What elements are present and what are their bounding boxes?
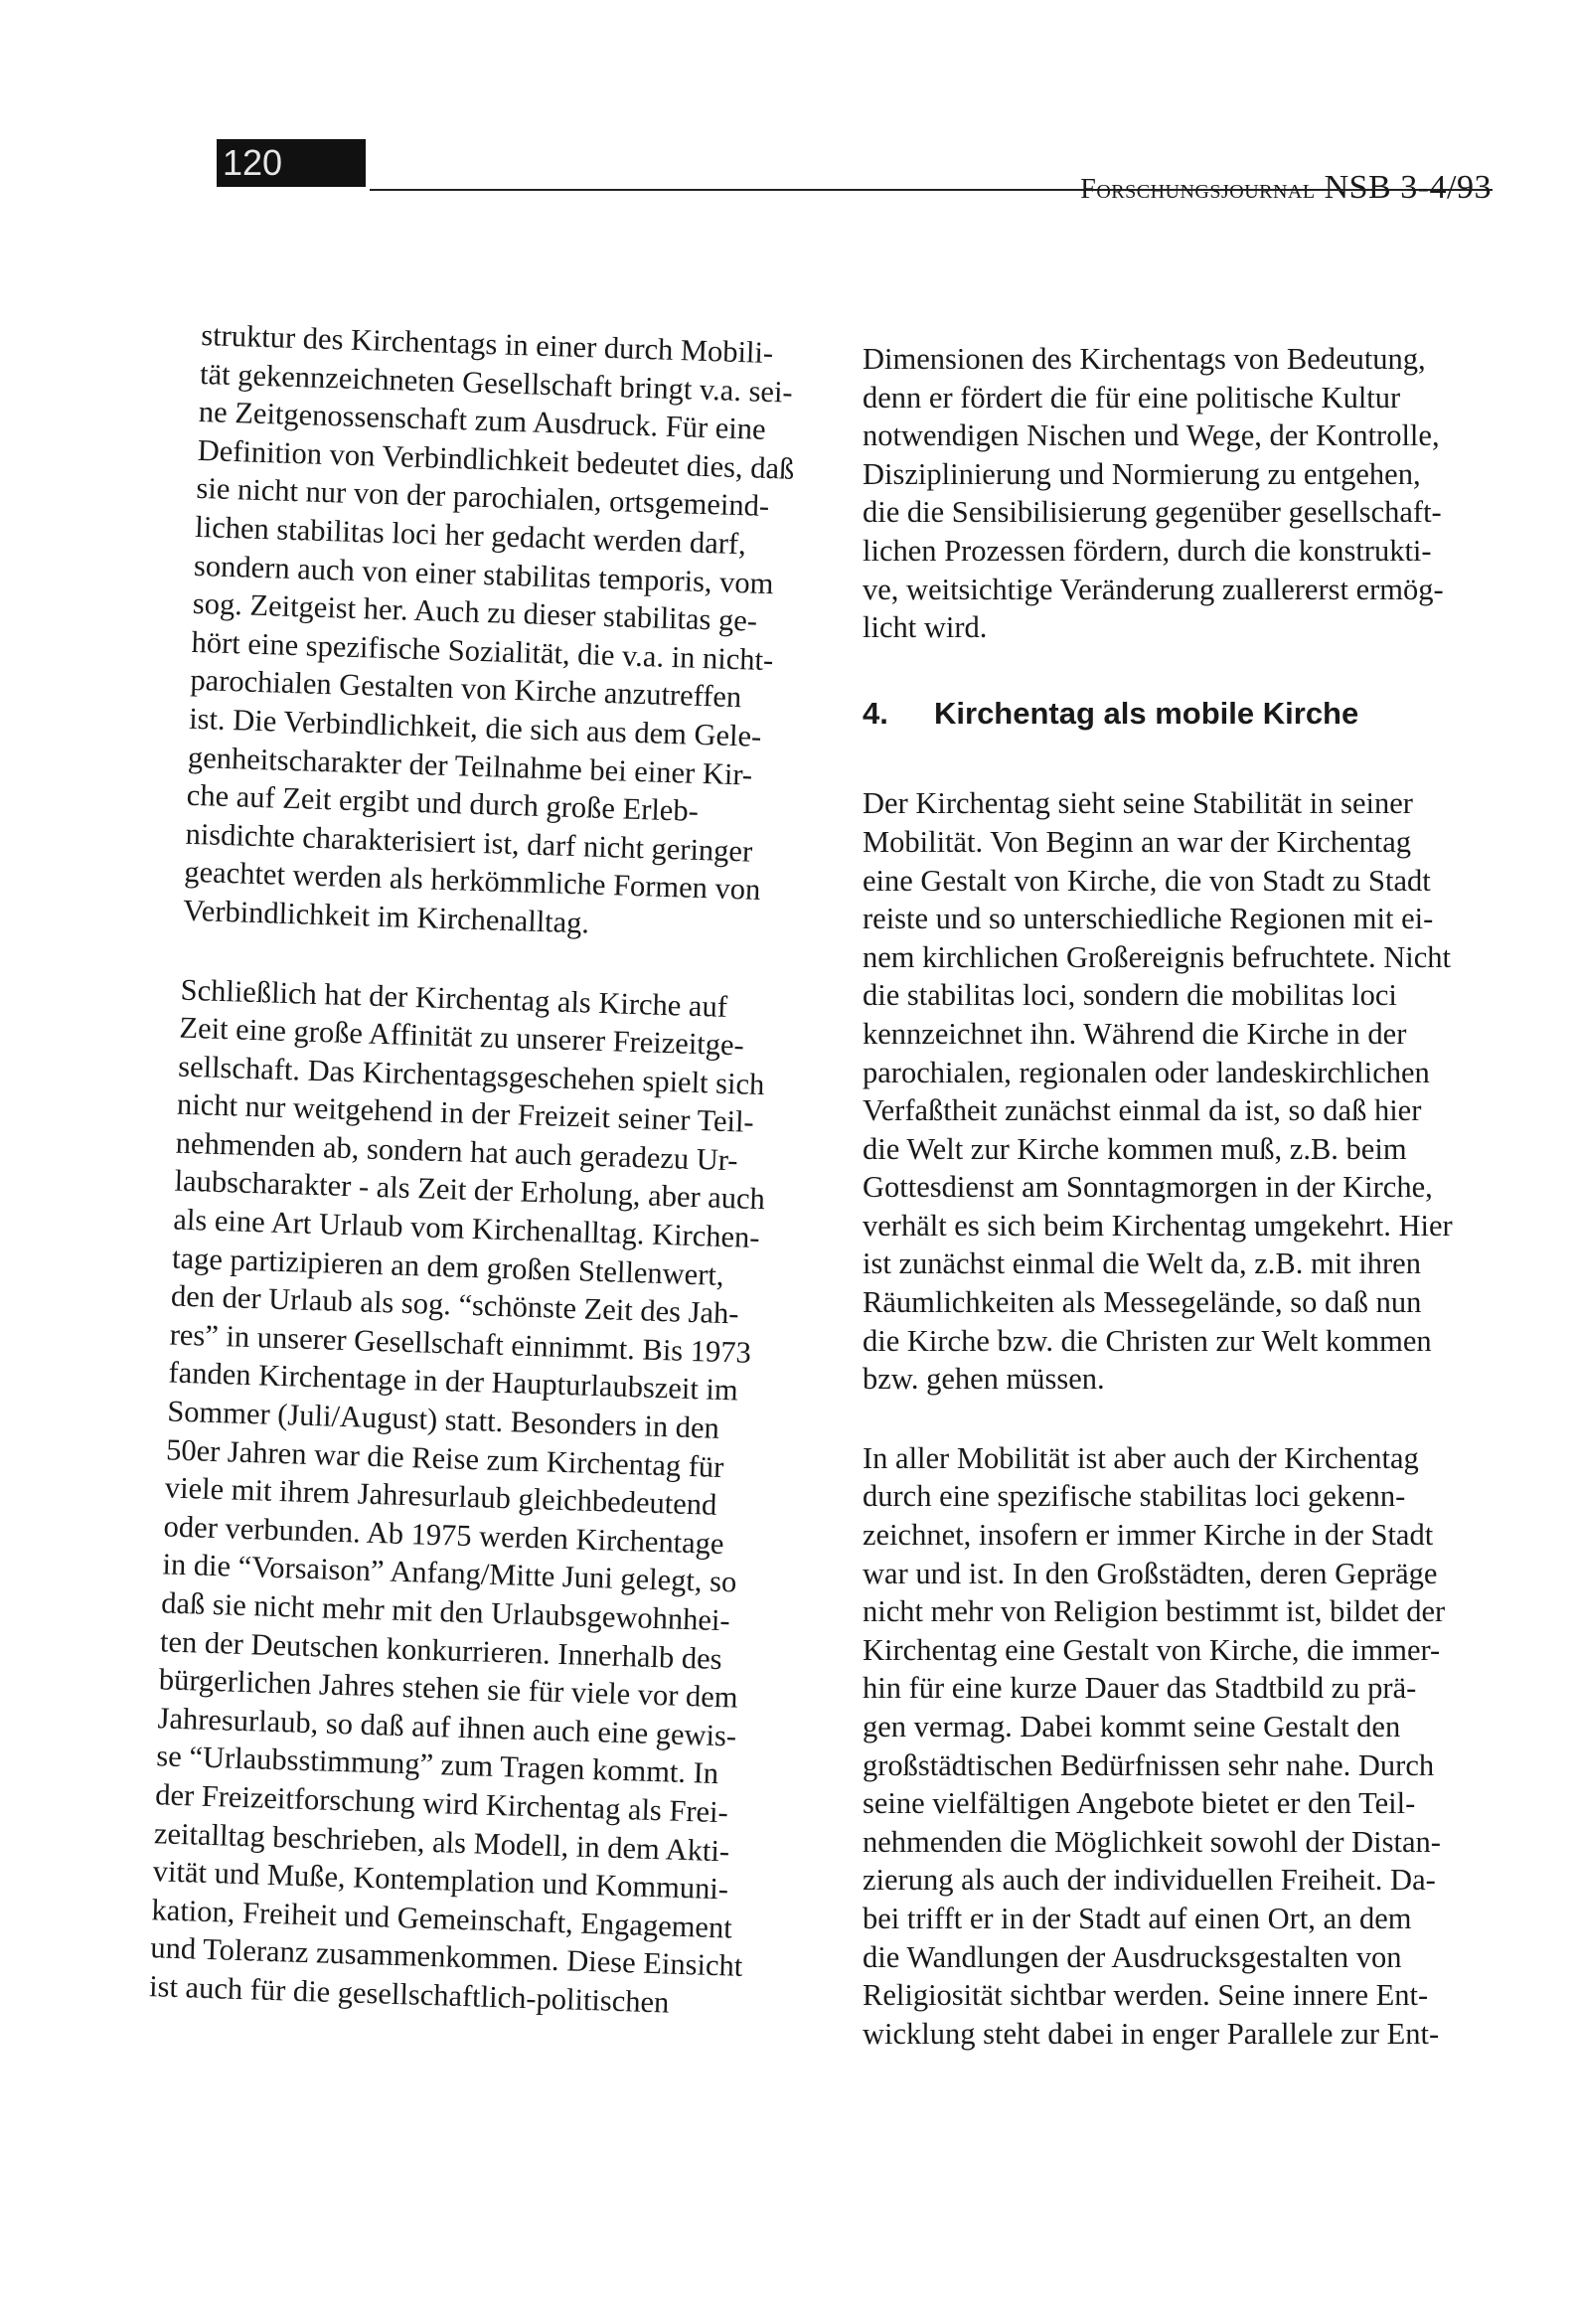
text-line: zierung als auch der individuellen Freiheit. Da- xyxy=(863,1863,1436,1898)
text-line: gen vermag. Dabei kommt seine Gestalt den xyxy=(863,1710,1401,1743)
text-line: ist. Die Verbindlichkeit, die sich aus dem Gele- xyxy=(188,701,762,753)
text-line: Sommer (Juli/August) statt. Besonders in den xyxy=(166,1394,720,1445)
text-line: parochialen Gestalten von Kirche anzutreffen xyxy=(189,663,742,715)
text-line: die die Sensibilisierung gegenüber gesellschaft- xyxy=(863,495,1442,530)
left-paragraph-2 xyxy=(149,970,807,2025)
text-line: struktur des Kirchentags in einer durch Mobili- xyxy=(200,317,774,371)
text-line: Verbindlichkeit im Kirchenalltag. xyxy=(182,893,590,940)
text-line: eine Gestalt von Kirche, die von Stadt zu Stadt xyxy=(863,863,1431,898)
left-column xyxy=(149,316,828,2025)
running-header xyxy=(1080,169,1492,207)
text-line: tage partizipieren an dem großen Stellenwert, xyxy=(171,1241,725,1292)
text-line: nehmenden ab, sondern hat auch geradezu Ur- xyxy=(175,1125,739,1178)
text-line: Zeit eine große Affinität zu unserer Freizeitge- xyxy=(178,1010,745,1063)
journal-issue: NSB 3-4/93 xyxy=(1324,169,1492,206)
text-line: ten der Deutschen konkurrieren. Innerhalb des xyxy=(159,1623,723,1676)
text-line: In aller Mobilität ist aber auch der Kirchentag xyxy=(863,1440,1419,1475)
text-line: bzw. gehen müssen. xyxy=(863,1362,1105,1397)
text-line: bei trifft er in der Stadt auf einen Ort, an dem xyxy=(863,1901,1412,1935)
text-line: denn er fördert die für eine politische Kultur xyxy=(863,380,1401,415)
text-line: sellschaft. Das Kirchentagsgeschehen spielt sich xyxy=(177,1049,765,1101)
text-line: ne Zeitgenossenschaft zum Ausdruck. Für eine xyxy=(198,395,767,447)
text-line: notwendigen Nischen und Wege, der Kontrolle, xyxy=(863,418,1440,453)
text-line: lichen Prozessen fördern, durch die konstrukti- xyxy=(863,533,1432,568)
text-line: nicht mehr von Religion bestimmt ist, bildet der xyxy=(863,1594,1446,1629)
journal-name: Forschungsjournal xyxy=(1080,174,1316,205)
right-paragraph-1 xyxy=(863,340,1498,647)
page-number: 120 xyxy=(217,139,366,187)
text-line: durch eine spezifische stabilitas loci gekenn- xyxy=(863,1479,1406,1514)
text-line: che auf Zeit ergibt und durch große Erleb- xyxy=(186,777,700,829)
text-line: Schließlich hat der Kirchentag als Kirche auf xyxy=(180,972,728,1024)
text-line: se “Urlaubsstimmung” zum Tragen kommt. In xyxy=(155,1739,719,1791)
text-line: 50er Jahren war die Reise zum Kirchentag für xyxy=(165,1432,724,1484)
text-line: oder verbunden. Ab 1975 werden Kirchentage xyxy=(163,1509,725,1561)
text-line: den der Urlaub als sog. “schönste Zeit des Jah- xyxy=(170,1278,739,1331)
section-title: Kirchentag als mobile Kirche xyxy=(934,695,1359,731)
text-line: Jahresurlaub, so daß auf ihnen auch eine gewis- xyxy=(157,1701,737,1753)
text-line: Mobilität. Von Beginn an war der Kirchentag xyxy=(863,824,1411,859)
text-line: Dimensionen des Kirchentags von Bedeutung, xyxy=(863,342,1426,376)
left-paragraph-1 xyxy=(183,316,828,949)
text-line: Definition von Verbindlichkeit bedeutet dies, daß xyxy=(197,432,795,486)
text-line: seine vielfältigen Angebote bietet er den Teil- xyxy=(863,1786,1416,1821)
text-line: der Freizeitforschung wird Kirchentag als Frei- xyxy=(154,1777,729,1830)
text-line: viele mit ihrem Jahresurlaub gleichbedeutend xyxy=(164,1470,717,1523)
text-line: nisdichte charakterisiert ist, darf nicht geringer xyxy=(185,816,753,869)
text-line: in die “Vorsaison” Anfang/Mitte Juni gelegt, so xyxy=(162,1547,737,1599)
text-line: Kirchentag eine Gestalt von Kirche, die immer- xyxy=(863,1632,1441,1667)
text-line: daß sie nicht mehr mit den Urlaubsgewohnhei- xyxy=(160,1585,731,1638)
text-line: vität und Muße, Kontemplation und Kommuni- xyxy=(152,1854,729,1907)
text-line: ist auch für die gesellschaftlich-politischen xyxy=(148,1969,670,2020)
text-line: bürgerlichen Jahres stehen sie für viele vor dem xyxy=(158,1662,739,1715)
right-paragraph-2 xyxy=(863,784,1498,1399)
text-line: zeitalltag beschrieben, als Modell, in dem Akti- xyxy=(153,1815,730,1868)
right-column xyxy=(863,340,1498,2053)
text-line: Räumlichkeiten als Messegelände, so daß nun xyxy=(863,1285,1422,1320)
text-line: res” in unserer Gesellschaft einnimmt. Bis 1973 xyxy=(169,1317,752,1370)
text-line: Disziplinierung und Normierung zu entgehen, xyxy=(863,456,1421,491)
text-line: die Kirche bzw. die Christen zur Welt kommen xyxy=(863,1323,1432,1358)
text-line: parochialen, regionalen oder landeskirchlichen xyxy=(863,1055,1430,1089)
text-line: die Welt zur Kirche kommen muß, z.B. beim xyxy=(863,1131,1407,1166)
text-line: wicklung steht dabei in enger Parallele zur Ent- xyxy=(863,2016,1440,2051)
text-line: großstädtischen Bedürfnissen sehr nahe. Durch xyxy=(863,1747,1435,1782)
text-line: genheitscharakter der Teilnahme bei einer Kir- xyxy=(187,740,753,792)
text-line: fanden Kirchentage in der Haupturlaubszeit im xyxy=(168,1355,739,1408)
text-line: sondern auch von einer stabilitas temporis, vom xyxy=(193,548,775,600)
text-line: laubscharakter - als Zeit der Erholung, aber auch xyxy=(174,1164,766,1217)
text-line: war und ist. In den Großstädten, deren Gepräge xyxy=(863,1556,1438,1590)
text-line: hin für eine kurze Dauer das Stadtbild zu prä- xyxy=(863,1671,1417,1706)
text-line: nehmenden die Möglichkeit sowohl der Distan- xyxy=(863,1824,1441,1859)
text-line: Gottesdienst am Sonntagmorgen in der Kirche, xyxy=(863,1170,1433,1205)
text-line: Der Kirchentag sieht seine Stabilität in seiner xyxy=(863,786,1413,821)
section-heading xyxy=(863,695,1498,734)
text-line: sog. Zeitgeist her. Auch zu dieser stabilitas ge- xyxy=(192,586,758,638)
text-line: licht wird. xyxy=(863,610,988,645)
right-paragraph-3 xyxy=(863,1439,1498,2054)
text-line: kation, Freiheit und Gemeinschaft, Engagement xyxy=(151,1892,733,1945)
text-line: zeichnet, insofern er immer Kirche in der Stadt xyxy=(863,1518,1434,1553)
text-line: nicht nur weitgehend in der Freizeit seiner Teil- xyxy=(176,1086,755,1140)
text-line: die Wandlungen der Ausdrucksgestalten von xyxy=(863,1939,1402,1974)
text-line: die stabilitas loci, sondern die mobilitas loci xyxy=(863,978,1397,1013)
text-line: kennzeichnet ihn. Während die Kirche in der xyxy=(863,1016,1407,1051)
text-line: geachtet werden als herkömmliche Formen von xyxy=(183,855,761,908)
text-line: verhält es sich beim Kirchentag umgekehrt. Hier xyxy=(863,1208,1453,1243)
text-line: Verfaßtheit zunächst einmal da ist, so daß hier xyxy=(863,1093,1422,1128)
text-line: als eine Art Urlaub vom Kirchenalltag. Kirchen- xyxy=(172,1202,761,1255)
text-line: und Toleranz zusammenkommen. Diese Einsicht xyxy=(149,1930,743,1984)
text-line: reiste und so unterschiedliche Regionen mit ei- xyxy=(863,902,1434,936)
text-line: nem kirchlichen Großereignis befruchtete. Nicht xyxy=(863,939,1451,974)
text-line: ist zunächst einmal die Welt da, z.B. mit ihren xyxy=(863,1246,1421,1281)
text-line: sie nicht nur von der parochialen, ortsgemeind- xyxy=(196,471,770,524)
text-line: tät gekennzeichneten Gesellschaft bringt v.a. sei- xyxy=(199,356,794,410)
text-line: ve, weitsichtige Veränderung zuallererst ermög- xyxy=(863,572,1444,606)
text-line: hört eine spezifische Sozialität, die v.a. in nicht- xyxy=(191,624,774,677)
text-line: Religiosität sichtbar werden. Seine innere Ent- xyxy=(863,1978,1429,2013)
section-number: 4. xyxy=(863,695,888,731)
text-line: lichen stabilitas loci her gedacht werden darf, xyxy=(194,509,747,562)
